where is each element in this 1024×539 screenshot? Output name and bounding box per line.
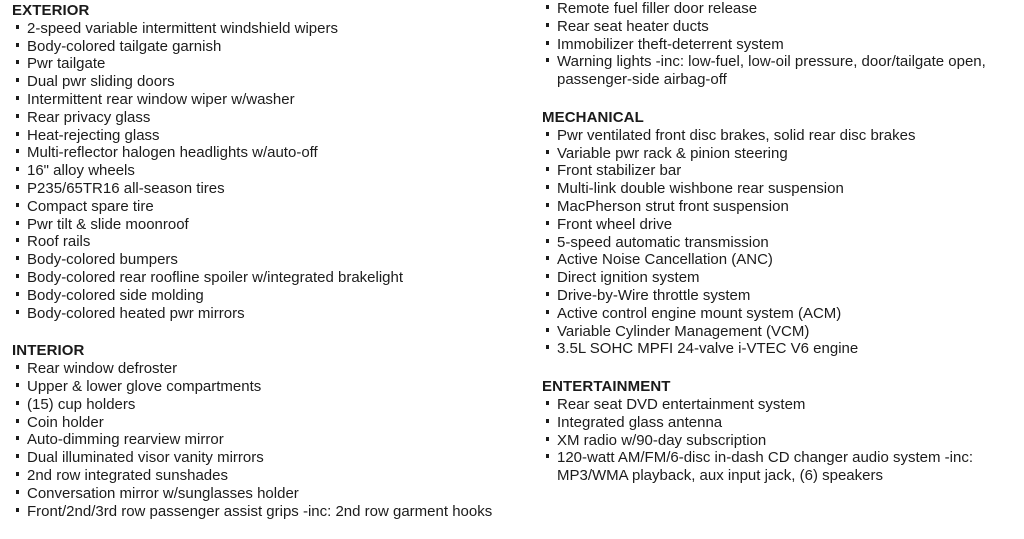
- list-item-text: Roof rails: [27, 233, 91, 251]
- feature-list: [12, 20, 532, 323]
- list-item-text: Auto-dimming rearview mirror: [27, 431, 224, 449]
- list-item-text: (15) cup holders: [27, 395, 136, 413]
- list-item: [12, 20, 532, 38]
- bullet-icon: [16, 238, 19, 242]
- bullet-icon: [546, 239, 549, 243]
- list-item-text: Variable pwr rack & pinion steering: [557, 144, 788, 162]
- section-spacer: [12, 322, 532, 342]
- list-item-text: Front stabilizer bar: [557, 162, 682, 180]
- list-item-text: Active Noise Cancellation (ANC): [557, 251, 773, 269]
- feature-list: [542, 0, 1020, 89]
- list-item-text: Remote fuel filler door release: [557, 0, 758, 17]
- list-item: [12, 287, 532, 305]
- list-item-text: Pwr tailgate: [27, 55, 106, 73]
- list-item-text: Active control engine mount system (ACM): [557, 304, 842, 322]
- list-item: [12, 414, 532, 432]
- bullet-icon: [546, 150, 549, 154]
- list-item-text: 16" alloy wheels: [27, 162, 135, 180]
- list-item: [12, 38, 532, 56]
- list-item-text: 5-speed automatic transmission: [557, 233, 769, 251]
- list-item: [12, 198, 532, 216]
- list-item-text: Compact spare tire: [27, 197, 154, 215]
- list-item: [12, 73, 532, 91]
- bullet-icon: [546, 454, 549, 458]
- bullet-icon: [16, 436, 19, 440]
- bullet-icon: [16, 508, 19, 512]
- bullet-icon: [16, 167, 19, 171]
- list-item-text: Body-colored side molding: [27, 286, 204, 304]
- list-item-text: Multi-reflector halogen headlights w/auto-off: [27, 144, 318, 162]
- bullet-icon: [546, 185, 549, 189]
- list-item-text: Heat-rejecting glass: [27, 126, 160, 144]
- bullet-icon: [546, 256, 549, 260]
- bullet-icon: [546, 5, 549, 9]
- bullet-icon: [546, 274, 549, 278]
- list-item: [12, 449, 532, 467]
- list-item: [542, 53, 1020, 89]
- bullet-icon: [546, 292, 549, 296]
- list-item: [542, 269, 1020, 287]
- list-item-text: Variable Cylinder Management (VCM): [557, 322, 810, 340]
- bullet-icon: [546, 437, 549, 441]
- bullet-icon: [16, 149, 19, 153]
- list-item: [542, 145, 1020, 163]
- list-item-text: Dual illuminated visor vanity mirrors: [27, 449, 264, 467]
- list-item-text: MacPherson strut front suspension: [557, 197, 789, 215]
- bullet-icon: [16, 114, 19, 118]
- bullet-icon: [546, 203, 549, 207]
- list-item-text: Warning lights -inc: low-fuel, low-oil pressure, door/tailgate open, passenger-side airbag-off: [557, 53, 986, 89]
- list-item: [542, 180, 1020, 198]
- list-item: [542, 449, 1020, 485]
- list-item-text: Front wheel drive: [557, 215, 673, 233]
- list-item-text: 2-speed variable intermittent windshield wipers: [27, 19, 338, 37]
- list-item: [542, 127, 1020, 145]
- bullet-icon: [16, 383, 19, 387]
- section-interior: [12, 342, 532, 520]
- list-item-text: Body-colored tailgate garnish: [27, 37, 222, 55]
- list-item-text: Body-colored rear roofline spoiler w/integrated brakelight: [27, 268, 404, 286]
- bullet-icon: [546, 167, 549, 171]
- bullet-icon: [16, 185, 19, 189]
- list-item: [12, 109, 532, 127]
- bullet-icon: [16, 490, 19, 494]
- list-item-text: Body-colored heated pwr mirrors: [27, 304, 245, 322]
- list-item: [12, 216, 532, 234]
- section-entertainment: [542, 378, 1020, 485]
- bullet-icon: [16, 43, 19, 47]
- bullet-icon: [16, 310, 19, 314]
- section-continued: [542, 0, 1020, 89]
- bullet-icon: [16, 401, 19, 405]
- list-item: [542, 251, 1020, 269]
- list-item-text: Rear seat heater ducts: [557, 17, 709, 35]
- bullet-icon: [16, 60, 19, 64]
- list-item: [12, 396, 532, 414]
- bullet-icon: [16, 292, 19, 296]
- section-heading: INTERIOR: [12, 342, 85, 360]
- list-item-text: Dual pwr sliding doors: [27, 73, 175, 91]
- list-item: [12, 305, 532, 323]
- bullet-icon: [16, 132, 19, 136]
- list-item: [542, 216, 1020, 234]
- list-item: [12, 378, 532, 396]
- bullet-icon: [546, 328, 549, 332]
- list-item: [12, 162, 532, 180]
- list-item-text: Upper & lower glove compartments: [27, 377, 262, 395]
- list-item-text: Body-colored bumpers: [27, 251, 178, 269]
- list-item-text: Drive-by-Wire throttle system: [557, 286, 751, 304]
- list-item-text: Rear seat DVD entertainment system: [557, 395, 806, 413]
- list-item-text: Integrated glass antenna: [557, 413, 723, 431]
- right-column: [542, 0, 1020, 485]
- list-item: [542, 18, 1020, 36]
- left-column: [12, 2, 532, 520]
- list-item-text: Pwr tilt & slide moonroof: [27, 215, 189, 233]
- bullet-icon: [16, 419, 19, 423]
- list-item: [542, 432, 1020, 450]
- feature-list: [542, 396, 1020, 485]
- list-item: [12, 431, 532, 449]
- section-heading: ENTERTAINMENT: [542, 378, 671, 396]
- list-item: [542, 198, 1020, 216]
- section-heading: MECHANICAL: [542, 108, 644, 126]
- bullet-icon: [546, 221, 549, 225]
- list-item: [12, 503, 532, 521]
- bullet-icon: [546, 23, 549, 27]
- list-item: [12, 485, 532, 503]
- bullet-icon: [546, 58, 549, 62]
- bullet-icon: [16, 96, 19, 100]
- list-item: [542, 234, 1020, 252]
- list-item: [542, 36, 1020, 54]
- bullet-icon: [16, 274, 19, 278]
- bullet-icon: [16, 221, 19, 225]
- bullet-icon: [546, 310, 549, 314]
- list-item-text: 3.5L SOHC MPFI 24-valve i-VTEC V6 engine: [557, 340, 859, 358]
- list-item: [542, 340, 1020, 358]
- list-item: [12, 91, 532, 109]
- list-item: [12, 180, 532, 198]
- list-item-text: 120-watt AM/FM/6-disc in-dash CD changer audio system -inc: MP3/WMA playback, aux input jack, (6) speakers: [557, 449, 973, 485]
- bullet-icon: [16, 203, 19, 207]
- list-item-text: Pwr ventilated front disc brakes, solid rear disc brakes: [557, 126, 916, 144]
- feature-list: [12, 360, 532, 520]
- list-item-text: Direct ignition system: [557, 269, 700, 287]
- list-item: [542, 396, 1020, 414]
- bullet-icon: [546, 132, 549, 136]
- section-spacer: [542, 89, 1020, 109]
- list-item-text: Coin holder: [27, 413, 104, 431]
- bullet-icon: [16, 256, 19, 260]
- list-item-text: Multi-link double wishbone rear suspension: [557, 180, 844, 198]
- list-item-text: 2nd row integrated sunshades: [27, 466, 228, 484]
- bullet-icon: [546, 419, 549, 423]
- bullet-icon: [16, 454, 19, 458]
- list-item-text: Front/2nd/3rd row passenger assist grips -inc: 2nd row garment hooks: [27, 502, 493, 520]
- list-item: [12, 360, 532, 378]
- list-item-text: Rear privacy glass: [27, 108, 151, 126]
- bullet-icon: [16, 25, 19, 29]
- list-item: [12, 127, 532, 145]
- list-item: [12, 233, 532, 251]
- list-item: [12, 269, 532, 287]
- list-item: [542, 414, 1020, 432]
- bullet-icon: [16, 365, 19, 369]
- list-item: [542, 287, 1020, 305]
- bullet-icon: [16, 472, 19, 476]
- list-item-text: XM radio w/90-day subscription: [557, 431, 767, 449]
- list-item: [12, 55, 532, 73]
- list-item-text: P235/65TR16 all-season tires: [27, 179, 225, 197]
- list-item: [542, 162, 1020, 180]
- list-item: [12, 467, 532, 485]
- list-item: [542, 323, 1020, 341]
- section-exterior: [12, 2, 532, 322]
- list-item: [12, 251, 532, 269]
- feature-list: [542, 127, 1020, 358]
- bullet-icon: [546, 401, 549, 405]
- list-item-text: Intermittent rear window wiper w/washer: [27, 90, 295, 108]
- bullet-icon: [546, 345, 549, 349]
- bullet-icon: [546, 41, 549, 45]
- list-item-text: Rear window defroster: [27, 360, 178, 378]
- section-spacer: [542, 358, 1020, 378]
- list-item: [542, 305, 1020, 323]
- list-item-text: Conversation mirror w/sunglasses holder: [27, 484, 299, 502]
- bullet-icon: [16, 78, 19, 82]
- section-heading: EXTERIOR: [12, 2, 90, 19]
- section-mechanical: [542, 109, 1020, 358]
- list-item: [542, 0, 1020, 18]
- list-item-text: Immobilizer theft-deterrent system: [557, 35, 784, 53]
- list-item: [12, 144, 532, 162]
